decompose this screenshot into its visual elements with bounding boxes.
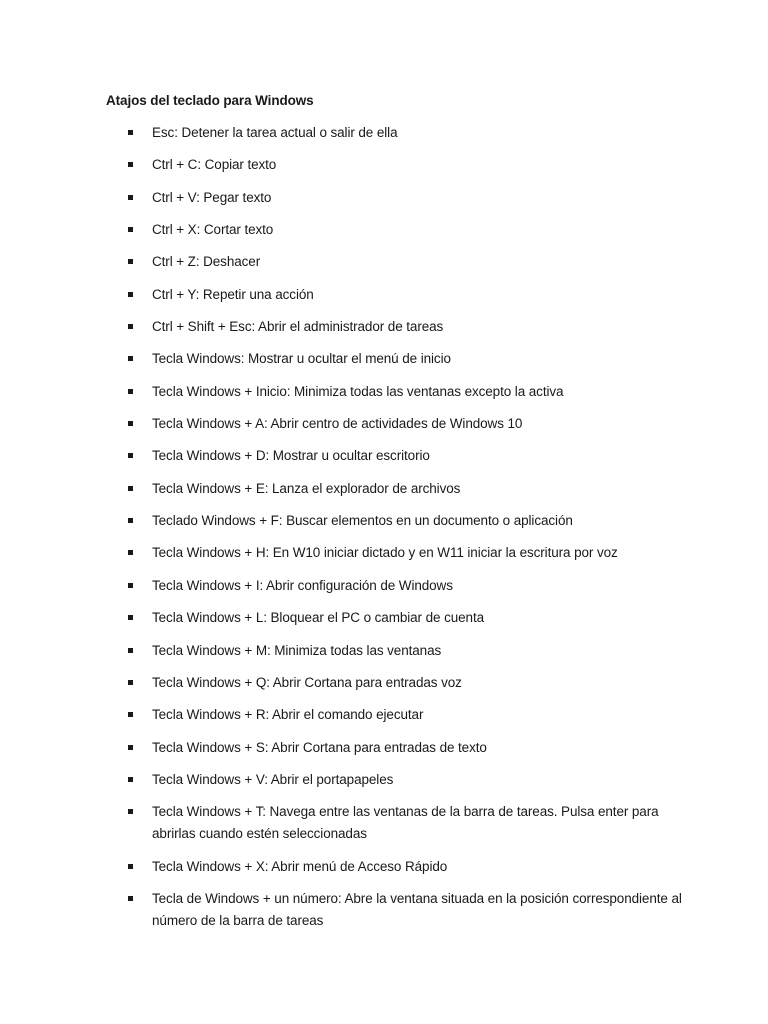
list-item-text: Ctrl + C: Copiar texto [152,157,277,173]
list-item [128,381,688,403]
bullet-icon [128,292,133,297]
list-item-text: Tecla de Windows + un número: Abre la ventana situada en la posición correspondiente al número de la barra de tareas [152,890,682,928]
list-item [128,122,688,144]
list-item [128,607,688,629]
bullet-icon [128,259,133,264]
list-item-text: Tecla Windows + E: Lanza el explorador de archivos [152,480,461,496]
list-item-text: Tecla Windows + D: Mostrar u ocultar escritorio [152,448,430,464]
list-item-text: Tecla Windows + S: Abrir Cortana para entradas de texto [152,739,487,755]
list-item-text: Ctrl + Shift + Esc: Abrir el administrador de tareas [152,319,444,335]
list-item [128,640,688,662]
list-item-text: Tecla Windows + T: Navega entre las ventanas de la barra de tareas. Pulsa enter para abrirlas cuando estén seleccionadas [152,804,659,842]
bullet-icon [128,227,133,232]
bullet-icon [128,453,133,458]
list-item [128,510,688,532]
list-item [128,413,688,435]
list-item [128,154,688,176]
list-item [128,769,688,791]
list-item-text: Tecla Windows + X: Abrir menú de Acceso Rápido [152,858,448,874]
list-item [128,801,688,845]
list-item [128,888,688,932]
bullet-icon [128,712,133,717]
bullet-icon [128,864,133,869]
bullet-icon [128,486,133,491]
bullet-icon [128,195,133,200]
bullet-icon [128,809,133,814]
list-item-text: Ctrl + V: Pegar texto [152,189,272,205]
bullet-icon [128,583,133,588]
list-item-text: Tecla Windows + V: Abrir el portapapeles [152,771,394,787]
bullet-icon [128,389,133,394]
list-item-text: Tecla Windows + Inicio: Minimiza todas las ventanas excepto la activa [152,383,564,399]
list-item [128,672,688,694]
bullet-icon [128,130,133,135]
bullet-icon [128,745,133,750]
document-title: Atajos del teclado para Windows [106,93,314,108]
list-item-text: Esc: Detener la tarea actual o salir de ella [152,125,398,140]
list-item-text: Tecla Windows: Mostrar u ocultar el menú de inicio [152,351,451,367]
list-item [128,316,688,338]
list-item [128,284,688,306]
bullet-icon [128,648,133,653]
list-item [128,575,688,597]
shortcut-list [128,122,688,942]
list-item [128,737,688,759]
bullet-icon [128,550,133,555]
list-item [128,251,688,273]
list-item [128,704,688,726]
list-item [128,348,688,370]
list-item [128,478,688,500]
bullet-icon [128,896,133,901]
bullet-icon [128,518,133,523]
list-item-text: Tecla Windows + H: En W10 iniciar dictado y en W11 iniciar la escritura por voz [152,545,618,561]
list-item [128,856,688,878]
list-item-text: Ctrl + Y: Repetir una acción [152,286,314,302]
list-item [128,542,688,564]
list-item-text: Ctrl + X: Cortar texto [152,222,274,238]
list-item [128,187,688,209]
bullet-icon [128,680,133,685]
bullet-icon [128,162,133,167]
list-item-text: Tecla Windows + L: Bloquear el PC o cambiar de cuenta [152,610,485,626]
list-item-text: Teclado Windows + F: Buscar elementos en un documento o aplicación [152,513,573,529]
list-item-text: Ctrl + Z: Deshacer [152,254,261,270]
list-item-text: Tecla Windows + I: Abrir configuración de Windows [152,577,453,593]
bullet-icon [128,356,133,361]
bullet-icon [128,615,133,620]
bullet-icon [128,324,133,329]
list-item-text: Tecla Windows + R: Abrir el comando ejecutar [152,707,424,723]
list-item-text: Tecla Windows + Q: Abrir Cortana para entradas voz [152,674,462,690]
list-item-text: Tecla Windows + A: Abrir centro de actividades de Windows 10 [152,416,523,432]
bullet-icon [128,777,133,782]
bullet-icon [128,421,133,426]
list-item [128,219,688,241]
list-item-text: Tecla Windows + M: Minimiza todas las ventanas [152,642,442,658]
list-item [128,445,688,467]
